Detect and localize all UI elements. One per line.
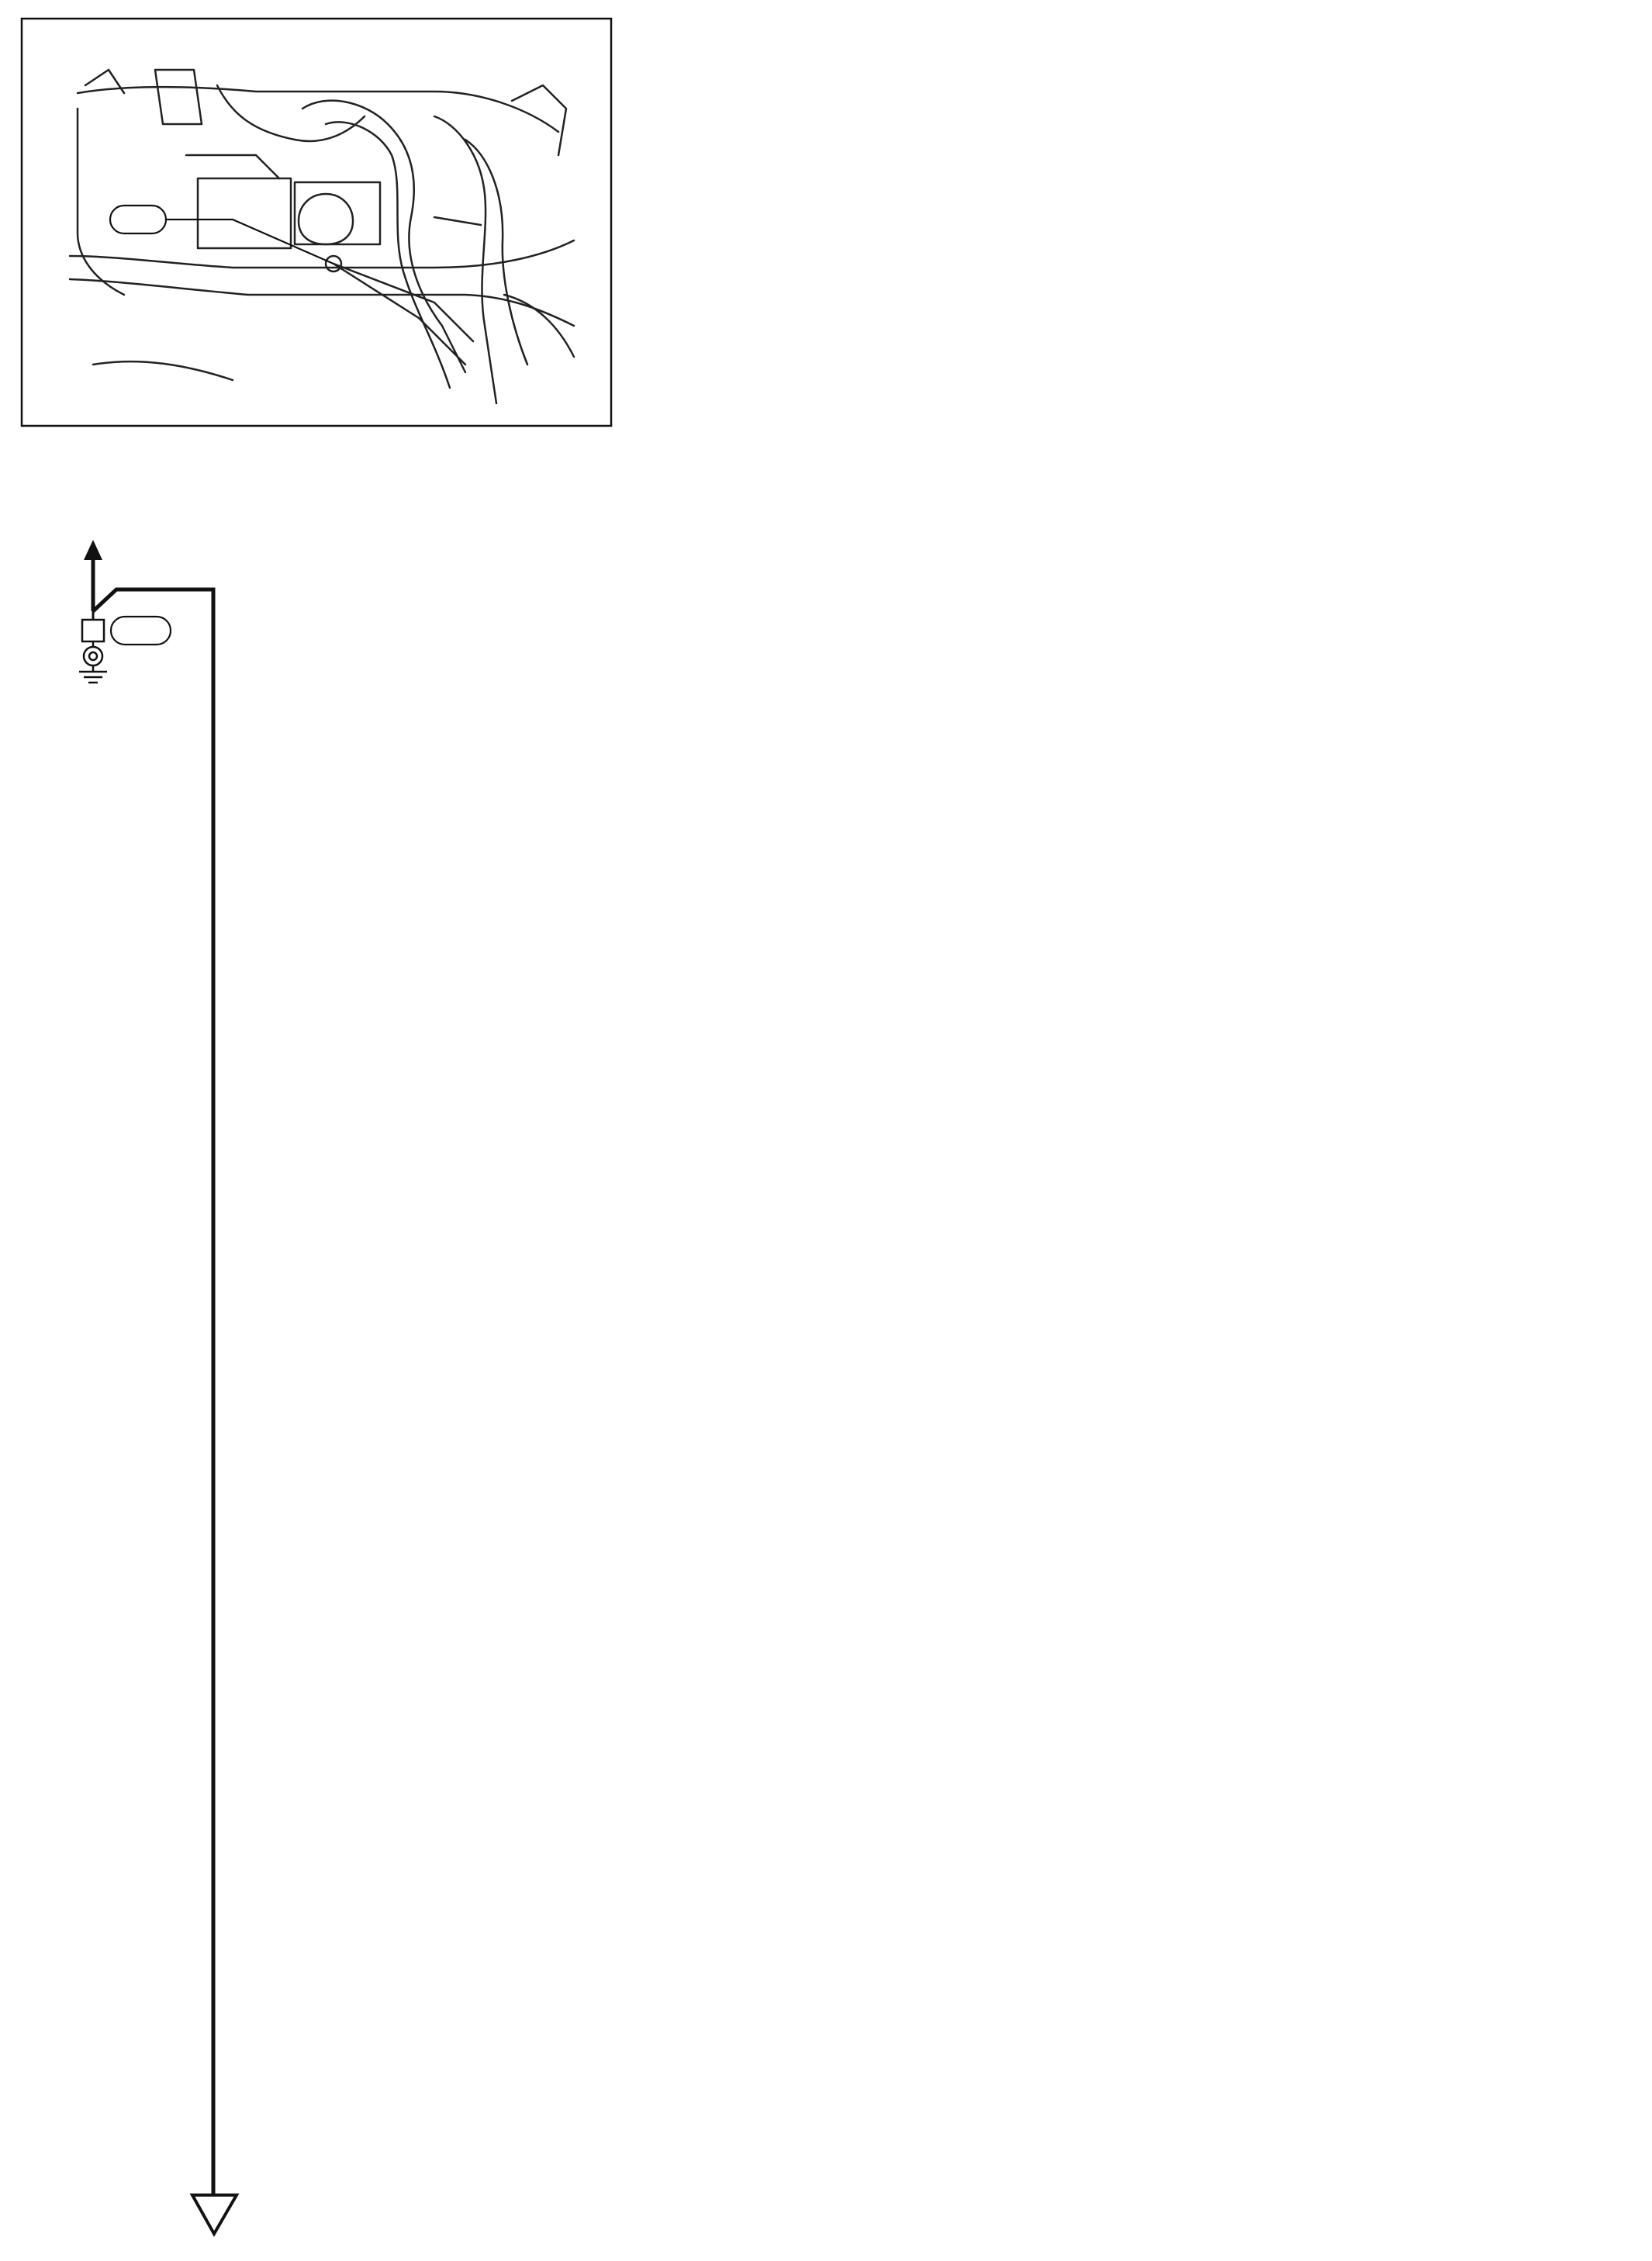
- to-m57-arrow: [84, 540, 102, 560]
- body-ground-icon: [79, 641, 107, 683]
- ground-bus: [79, 540, 237, 2234]
- terminal-a-marker: [192, 2195, 237, 2234]
- ground-terminal-box: [82, 620, 104, 641]
- m79-connector-tag: [111, 617, 171, 645]
- ground-bus-line: [93, 589, 213, 2195]
- inset-panel: [22, 19, 611, 426]
